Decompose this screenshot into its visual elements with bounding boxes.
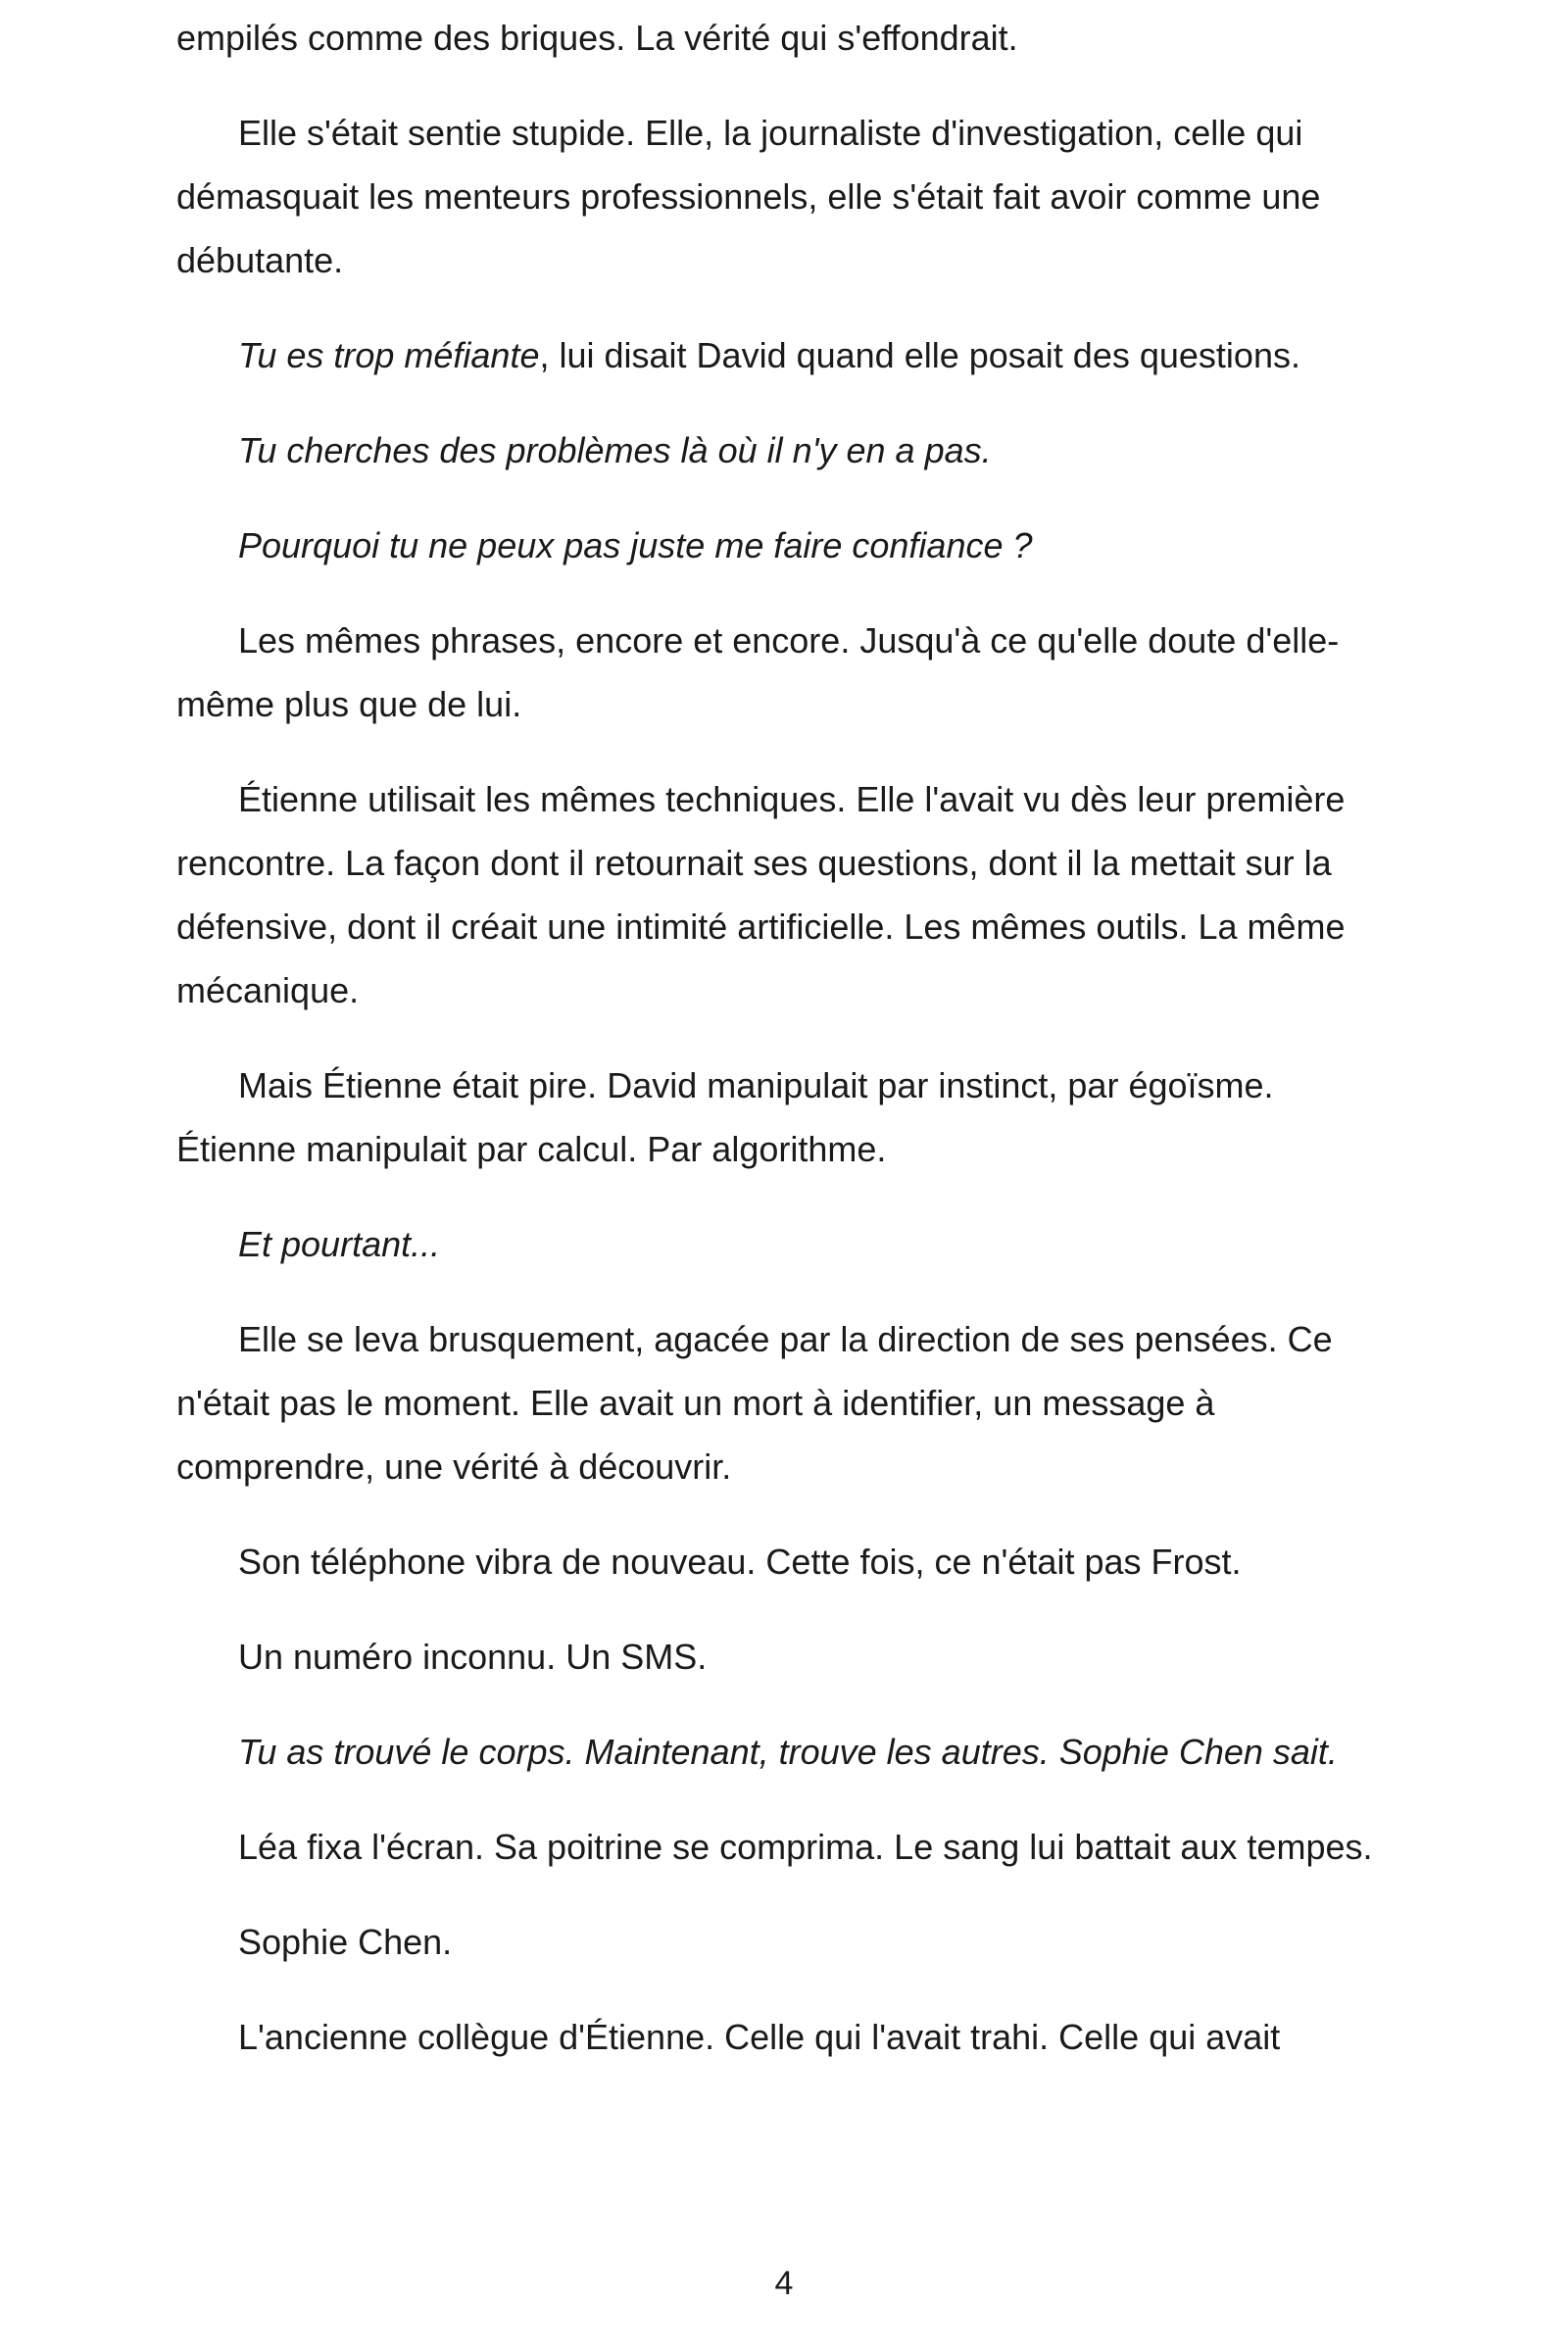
paragraph-1: empilés comme des briques. La vérité qui s'effondrait.: [176, 18, 1018, 58]
paragraph-15: Sophie Chen.: [238, 1922, 453, 1962]
paragraph-4: Tu cherches des problèmes là où il n'y en a pas.: [238, 430, 992, 470]
paragraph-16: L'ancienne collègue d'Étienne. Celle qui l'avait trahi. Celle qui avait: [238, 2017, 1281, 2057]
paragraph-13: Tu as trouvé le corps. Maintenant, trouve les autres. Sophie Chen sait.: [238, 1732, 1338, 1772]
paragraph-7: Étienne utilisait les mêmes techniques. Elle l'avait vu dès leur première rencontre. La façon dont il retournait ses questions, dont il la mettait sur la défensive, dont il créait une intimité artificielle. Les mêmes outils. La même mécanique.: [176, 779, 1346, 1010]
paragraph-6: Les mêmes phrases, encore et encore. Jusqu'à ce qu'elle doute d'elle-même plus que de lui.: [176, 620, 1340, 724]
paragraph-10: Elle se leva brusquement, agacée par la direction de ses pensées. Ce n'était pas le moment. Elle avait un mort à identifier, un message à comprendre, une vérité à découvrir.: [176, 1319, 1333, 1487]
paragraph-12: Un numéro inconnu. Un SMS.: [238, 1637, 708, 1677]
page-number: 4: [774, 2265, 794, 2302]
paragraph-14: Léa fixa l'écran. Sa poitrine se comprima. Le sang lui battait aux tempes.: [238, 1827, 1373, 1867]
paragraph-3-rest: , lui disait David quand elle posait des questions.: [539, 335, 1300, 375]
paragraph-3: [176, 323, 1392, 387]
paragraph-8: Mais Étienne était pire. David manipulait par instinct, par égoïsme. Étienne manipulait par calcul. Par algorithme.: [176, 1065, 1274, 1169]
paragraph-9: Et pourtant...: [238, 1224, 441, 1264]
paragraph-2: Elle s'était sentie stupide. Elle, la journaliste d'investigation, celle qui démasquait les menteurs professionnels, elle s'était fait avoir comme une débutante.: [176, 113, 1321, 280]
paragraph-5: Pourquoi tu ne peux pas juste me faire confiance ?: [238, 525, 1033, 565]
body-text: [176, 0, 1392, 2100]
paragraph-11: Son téléphone vibra de nouveau. Cette fois, ce n'était pas Frost.: [238, 1542, 1242, 1582]
paragraph-3-italic: Tu es trop méfiante: [238, 335, 540, 375]
